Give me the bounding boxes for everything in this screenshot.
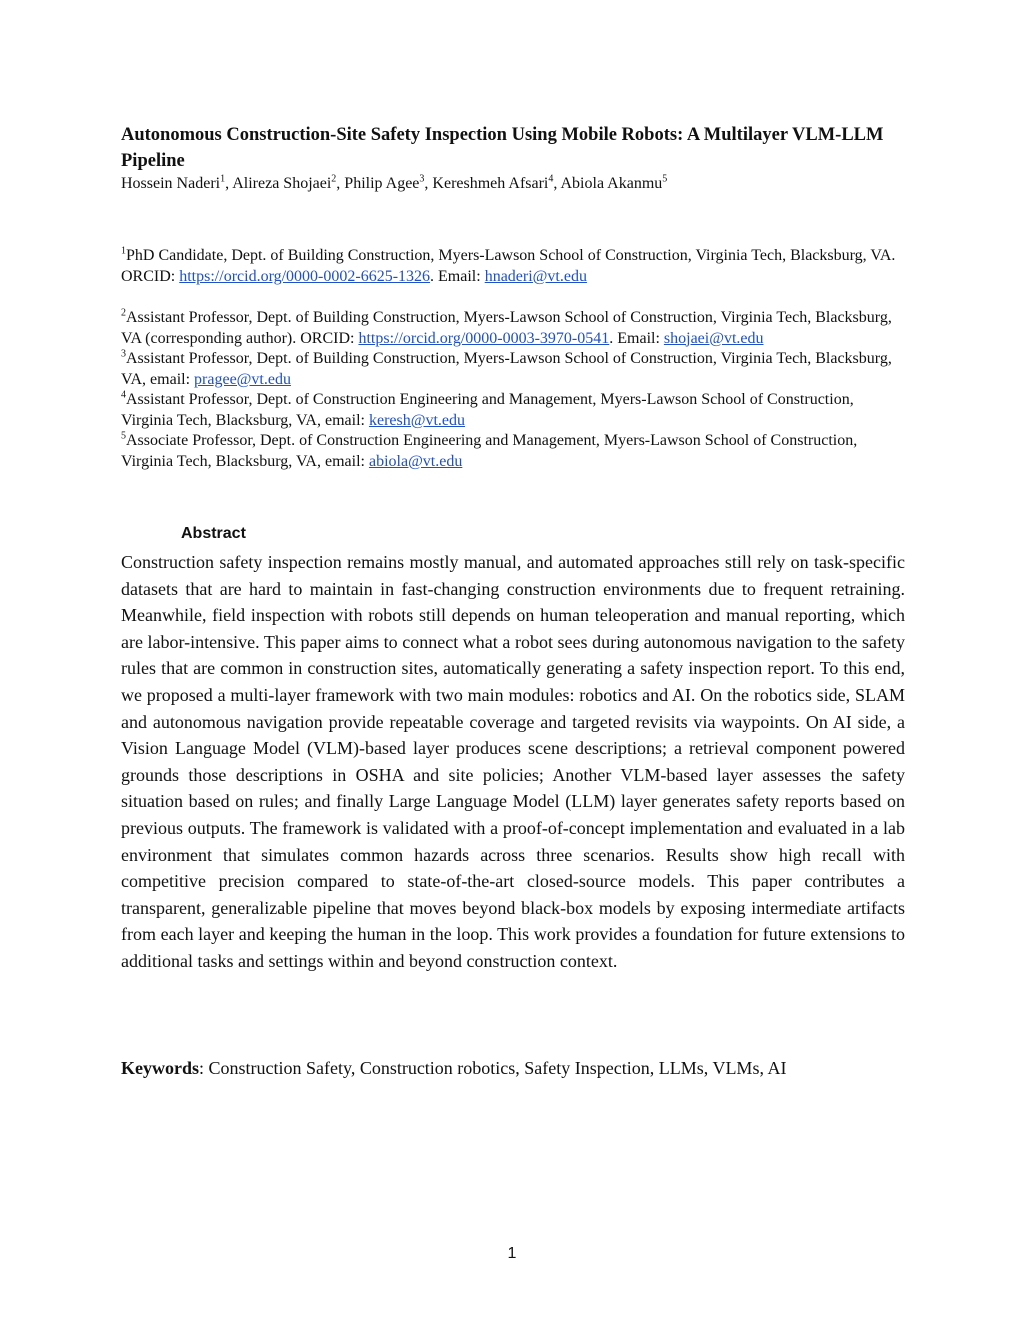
author-line — [121, 173, 905, 195]
abstract-body: Construction safety inspection remains mostly manual, and automated approaches still rely on task-specific datasets that are hard to maintain in fast-changing construction environments due to frequent retraining. Meanwhile, field inspection with robots still depends on human teleoperation and manual reporting, which are labor-intensive. This paper aims to connect what a robot sees during autonomous navigation to the safety rules that are common in construction sites, automatically generating a safety inspection report. To this end, we proposed a multi-layer framework with two main modules: robotics and AI. On the robotics side, SLAM and autonomous navigation provide repeatable coverage and targeted revisits via waypoints. On AI side, a Vision Language Model (VLM)-based layer produces scene descriptions; a retrieval component powered grounds those descriptions in OSHA and site policies; Another VLM-based layer assesses the safety situation based on rules; and finally Large Language Model (LLM) layer generates safety reports based on previous outputs. The framework is validated with a proof-of-concept implementation and evaluated in a lab environment that simulates common hazards across three scenarios. Results show high recall with competitive precision compared to state-of-the-art closed-source models. This paper contributes a transparent, generalizable pipeline that moves beyond black-box models by exposing intermediate artifacts from each layer and keeping the human in the loop. This work provides a foundation for future extensions to additional tasks and settings within and beyond construction context. — [121, 552, 905, 971]
author: Kereshmeh Afsari$^4$, — [432, 173, 561, 192]
affiliation: $^5$Associate Professor, Dept. of Construction Engineering and Management, Myers-Lawson School of Construction, Virginia Tech, Blacksburg, VA, email: abiola@vt.edu — [121, 430, 858, 470]
affiliation: $^2$Assistant Professor, Dept. of Building Construction, Myers-Lawson School of Construction, Virginia Tech, Blacksburg, VA (corresponding author). ORCID: https://orcid.org/0000-0003-3970-0541. Email: shojaei@vt.edu — [121, 307, 892, 347]
email-link[interactable]: keresh@vt.edu — [368, 411, 466, 429]
author: Hossein Naderi$^1$, — [121, 173, 233, 192]
page-number: 1 — [507, 1245, 517, 1262]
orcid-link[interactable]: https://orcid.org/0000-0002-6625-1326 — [179, 267, 431, 285]
email-link[interactable]: pragee@vt.edu — [194, 370, 291, 388]
author: Philip Agee$^3$, — [344, 173, 433, 192]
author: Abiola Akanmu$^5$ — [560, 173, 668, 192]
keywords-text: : Construction Safety, Construction robotics, Safety Inspection, LLMs, VLMs, AI — [199, 1058, 787, 1078]
orcid-link[interactable]: https://orcid.org/0000-0003-3970-0541 — [358, 329, 610, 347]
keywords-line — [121, 1055, 905, 1081]
paper-title: Autonomous Construction-Site Safety Inspection Using Mobile Robots: A Multilayer VLM-LLM Pipeline — [121, 125, 884, 171]
email-link[interactable]: shojaei@vt.edu — [663, 329, 764, 347]
affiliation: $^4$Assistant Professor, Dept. of Construction Engineering and Management, Myers-Lawson School of Construction, Virginia Tech, Blacksburg, VA, email: keresh@vt.edu — [121, 389, 854, 429]
affiliation-list — [121, 246, 905, 472]
author: Alireza Shojaei$^2$, — [232, 173, 345, 192]
keywords-label: Keywords — [121, 1058, 199, 1078]
email-link[interactable]: abiola@vt.edu — [368, 452, 463, 470]
abstract-heading: Abstract — [181, 525, 246, 542]
affiliation: $^1$PhD Candidate, Dept. of Building Construction, Myers-Lawson School of Construction, Virginia Tech, Blacksburg, VA. ORCID: https://orcid.org/0000-0002-6625-1326. Email: hnaderi@vt.edu — [121, 245, 896, 285]
email-link[interactable]: hnaderi@vt.edu — [484, 267, 587, 285]
affiliation: $^3$Assistant Professor, Dept. of Building Construction, Myers-Lawson School of Construction, Virginia Tech, Blacksburg, VA, email: pragee@vt.edu — [121, 348, 892, 388]
